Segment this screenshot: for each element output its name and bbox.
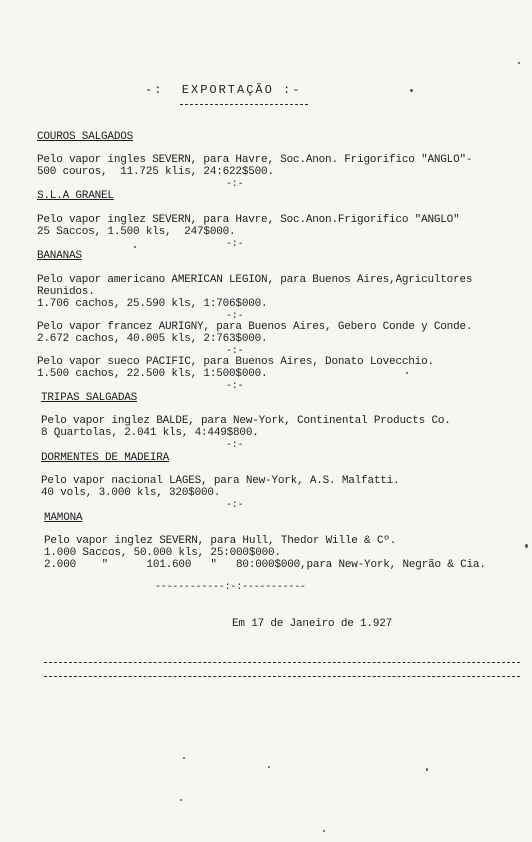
text-line: Pelo vapor inglez SEVERN, para Havre, Soc.Anon.Frigorifico "ANGLO" — [37, 214, 460, 226]
scan-speck — [268, 766, 270, 768]
section-heading-dormentes: DORMENTES DE MADEIRA — [41, 452, 170, 464]
section-heading-mamona: MAMONA — [44, 512, 83, 524]
text-line: Pelo vapor ingles SEVERN, para Havre, Soc.Anon. Frigorifico "ANGLO"- — [37, 154, 473, 166]
scan-speck — [323, 830, 325, 832]
scan-speck — [518, 62, 520, 64]
text-line: Pelo vapor inglez BALDE, para New-York, Continental Products Co. — [41, 415, 451, 427]
text-line: Pelo vapor sueco PACIFIC, para Buenos Aires, Donato Lovecchio. — [37, 356, 434, 368]
text-line: 2.672 cachos, 40.005 kls, 2:763$000. — [37, 333, 268, 345]
scan-speck — [406, 372, 408, 374]
separator: -:- — [226, 346, 244, 357]
section-heading-bananas: BANANAS — [37, 250, 82, 262]
title-underline — [180, 104, 308, 105]
document-date: Em 17 de Janeiro de 1.927 — [232, 618, 393, 630]
text-line: Pelo vapor inglez SEVERN, para Hull, Thedor Wille & Cº. — [44, 535, 397, 547]
section-heading-couros: COUROS SALGADOS — [37, 131, 134, 143]
separator: -:- — [226, 381, 244, 392]
text-line: Pelo vapor francez AURIGNY, para Buenos Aires, Gebero Conde y Conde. — [37, 321, 473, 333]
separator: -:- — [226, 500, 244, 511]
section-heading-sal: S.L.A GRANEL — [37, 190, 114, 202]
separator: -:- — [226, 440, 244, 451]
scan-speck — [180, 799, 182, 801]
text-line: 2.000 " 101.600 " 80:000$000,para New-York, Negrão & Cia. — [44, 559, 486, 571]
text-line: 40 vols, 3.000 kls, 320$000. — [41, 487, 221, 499]
text-line: 1.706 cachos, 25.590 kls, 1:706$000. — [37, 298, 268, 310]
text-line: Pelo vapor americano AMERICAN LEGION, para Buenos Aires,Agricultores — [37, 274, 473, 286]
text-line: Pelo vapor nacional LAGES, para New-York, A.S. Malfatti. — [41, 475, 400, 487]
text-line: 500 couros, 11.725 klis, 24:622$500. — [37, 166, 274, 178]
separator: -:- — [226, 311, 244, 322]
scan-speck — [183, 757, 185, 759]
page-title: -: EXPORTAÇÃO :- — [145, 83, 302, 97]
scan-speck — [134, 246, 136, 248]
footer-rule-2 — [44, 676, 520, 677]
scan-speck — [426, 768, 428, 771]
scan-speck — [525, 544, 528, 548]
footer-rule-1 — [44, 662, 520, 663]
text-line: 25 Saccos, 1.500 kls, 247$000. — [37, 226, 236, 238]
section-heading-tripas: TRIPAS SALGADAS — [41, 392, 138, 404]
scan-speck — [410, 89, 413, 92]
text-line: Reunidos. — [37, 286, 95, 298]
separator: -:- — [226, 179, 244, 190]
separator: -:- — [226, 239, 244, 250]
text-line: 8 Quartolas, 2.041 kls, 4:449$800. — [41, 427, 259, 439]
text-line: 1.500 cachos, 22.500 kls, 1:500$000. — [37, 368, 268, 380]
closing-separator: ------------:-:----------- — [155, 582, 306, 593]
text-line: 1.000 Saccos, 50.000 kls, 25:000$000. — [44, 547, 281, 559]
